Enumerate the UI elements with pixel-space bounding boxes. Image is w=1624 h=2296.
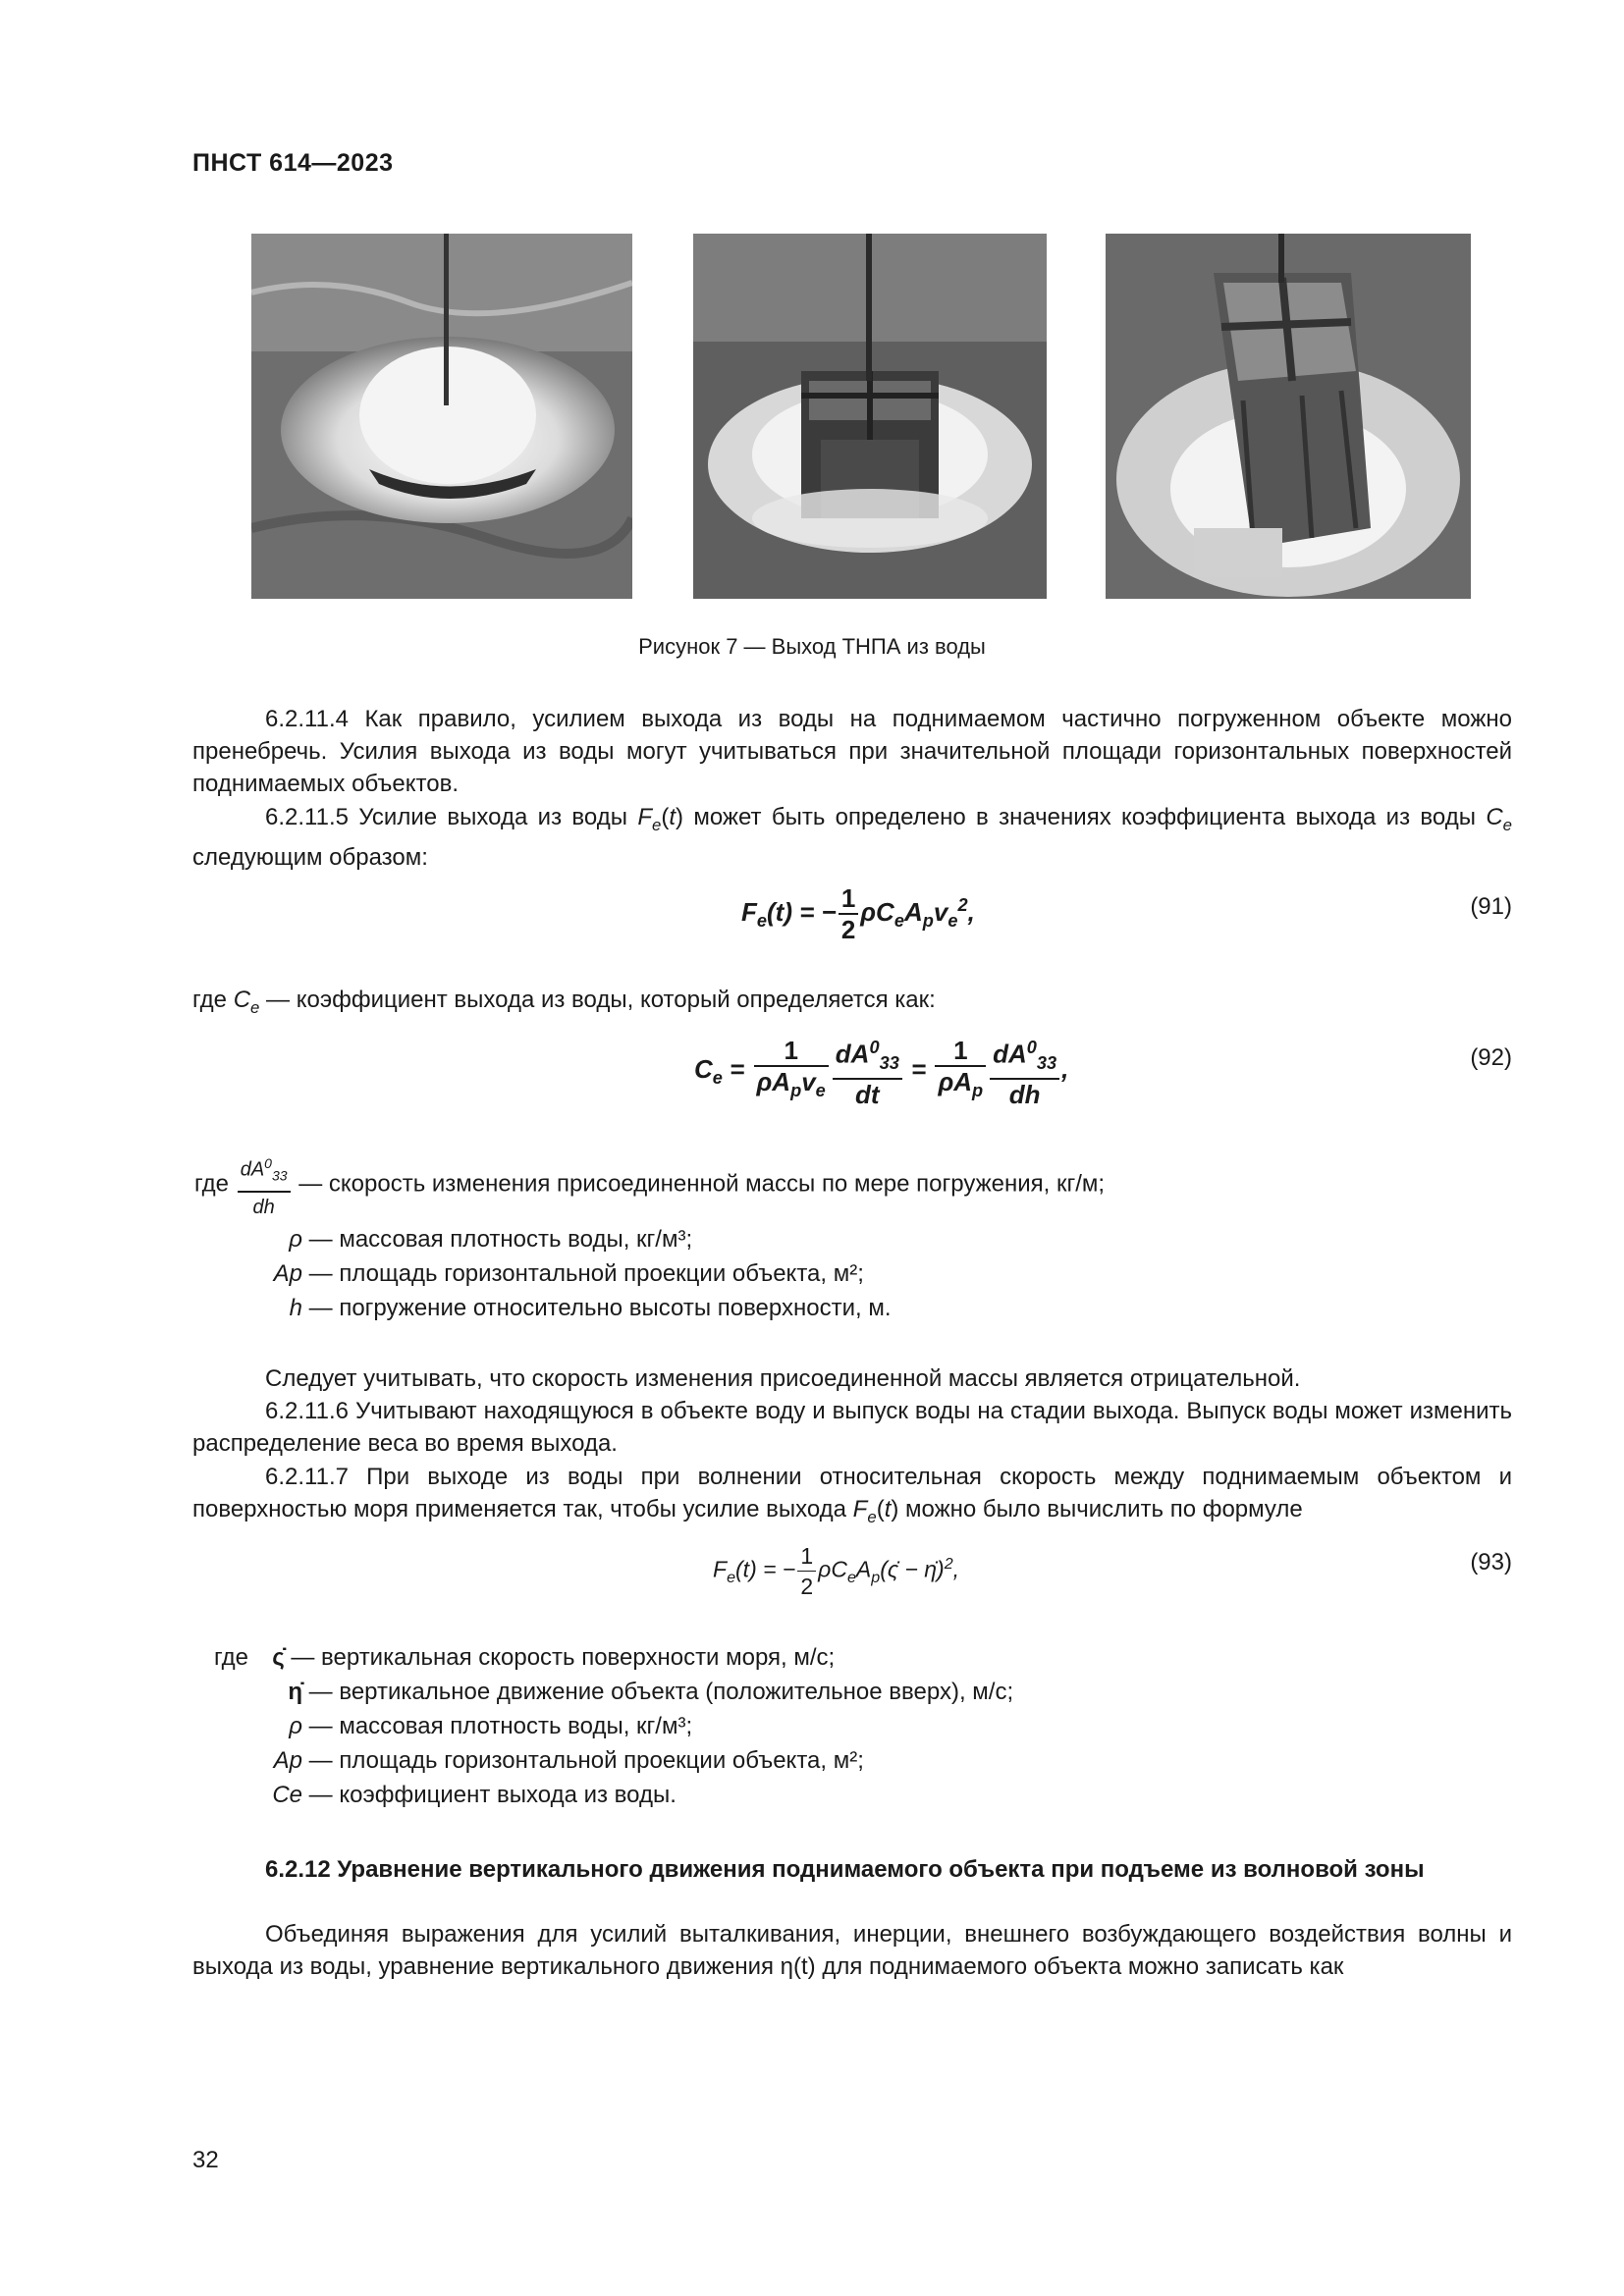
legend-2-item-4: Ap — площадь горизонтальной проекции объекта, м²; <box>273 1747 864 1774</box>
legend-1-item-3: Ap — площадь горизонтальной проекции объекта, м²; <box>273 1260 864 1287</box>
heading-6-2-12: 6.2.12 Уравнение вертикального движения поднимаемого объекта при подъеме из волновой зоны <box>265 1856 1425 1883</box>
document-code: ПНСТ 614—2023 <box>192 149 394 177</box>
equation-93-number: (93) <box>1470 1549 1512 1575</box>
equation-91-number: (91) <box>1470 893 1512 920</box>
equation-92-number: (92) <box>1470 1044 1512 1071</box>
equation-92: $C_e$ = $\frac{1}{\rho A_pv_e}$ $\frac{dA^0_{33}}{dt}$ = $\frac{1}{\rho A_p}$ $\frac{dA^0_{33}}{dh}$ , <box>694 1033 1068 1109</box>
paragraph-6-2-12: Объединяя выражения для усилий выталкивания, инерции, внешнего возбуждающего воздействия волны и выхода из воды, уравнение вертикального движения η(t) для поднимаемого объекта можно записать как <box>192 1921 1512 1980</box>
legend-2-item-5: Ce — коэффициент выхода из воды. <box>272 1782 677 1808</box>
legend-2-item-3: ρ — массовая плотность воды, кг/м³; <box>289 1713 693 1739</box>
legend-1-item-4: h — погружение относительно высоты поверхности, м. <box>289 1295 892 1321</box>
note-negative-rate: Следует учитывать, что скорость изменения присоединенной массы является отрицательной. <box>265 1365 1301 1392</box>
photo-surfacing-2 <box>693 234 1047 599</box>
legend-2-item-2: η̇ — вертикальное движение объекта (положительное вверх), м/с; <box>288 1679 1014 1705</box>
paragraph-6-2-11-6: 6.2.11.6 Учитывают находящуюся в объекте воду и выпуск воды на стадии выхода. Выпуск воды может изменить распределение веса во время выхода. <box>192 1398 1512 1457</box>
legend-2-item-1: где ς̇ — вертикальная скорость поверхности моря, м/с; <box>214 1644 836 1671</box>
paragraph-6-2-11-7: 6.2.11.7 При выходе из воды при волнении относительная скорость между поднимаемым объектом и поверхностью моря применяется так, чтобы усилие выхода $F_e(t)$ можно было вычислить по формуле <box>192 1464 1512 1526</box>
equation-93: $F_e(t)$ = − $\frac{1}{2}$ $\rho C_eA_p(\varsigmȧ$ − η̇)$^2$, <box>713 1543 960 1599</box>
where-ce-line: где $C_e$ — коэффициент выхода из воды, который определяется как: <box>192 987 936 1017</box>
paragraph-6-2-11-5: 6.2.11.5 Усилие выхода из воды $F_e(t)$ может быть определено в значениях коэффициента выхода из воды $C_e$ следующим образом: <box>192 804 1512 871</box>
photo-submersible-surfacing-1 <box>251 234 632 599</box>
photo-submersible-surfacing-2 <box>693 234 1047 599</box>
equation-91: $F_e(t)$ = − $\frac{1}{2}$ $\rho C_eA_pv_e^2$, <box>741 883 975 944</box>
figure-caption: Рисунок 7 — Выход ТНПА из воды <box>638 634 986 659</box>
photo-surfacing-3 <box>1106 234 1471 599</box>
legend-1-item-1: где $\frac{dA^0_{33}}{dh}$ — скорость изменения присоединенной массы по мере погружения, кг/м; <box>194 1148 1105 1222</box>
photo-submersible-surfacing-3 <box>1106 234 1471 599</box>
legend-1-item-2: ρ — массовая плотность воды, кг/м³; <box>289 1226 693 1253</box>
page-number: 32 <box>192 2147 219 2173</box>
paragraph-6-2-11-4: 6.2.11.4 Как правило, усилием выхода из воды на поднимаемом частично погруженном объекте можно пренебречь. Усилия выхода из воды могут учитываться при значительной площади горизонтальных поверхностей поднимаемых объектов. <box>192 706 1512 797</box>
photo-surfacing-1 <box>251 234 632 599</box>
